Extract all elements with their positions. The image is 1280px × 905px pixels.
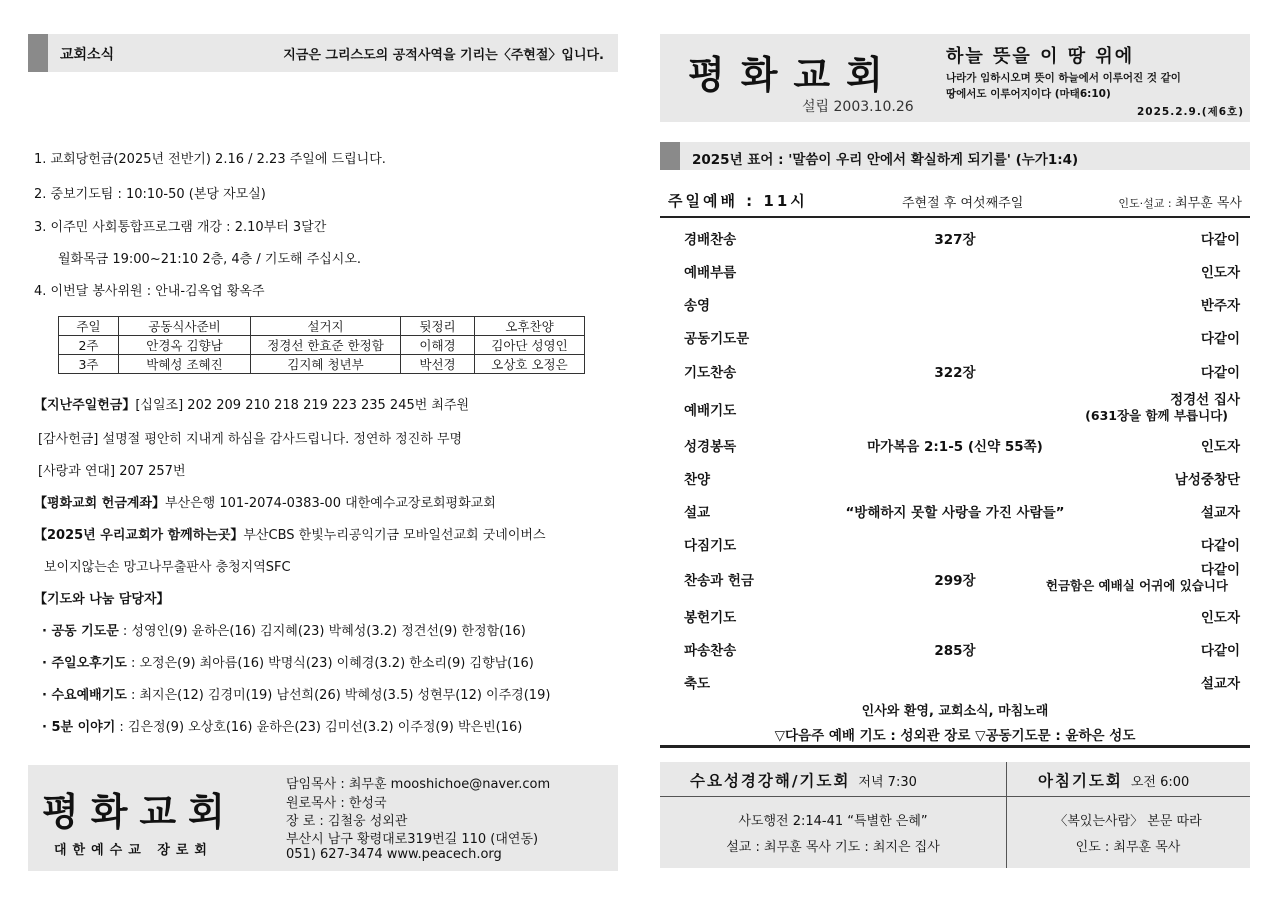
notice-1: 1. 교회당헌금(2025년 전반기) 2.16 / 2.23 주일에 드립니다. <box>34 152 386 167</box>
offering-thanks: [감사헌금] 설명절 평안히 지내게 하심을 감사드립니다. 정연하 정진하 무명 <box>38 432 463 447</box>
offering-line <box>34 394 469 413</box>
closing-text: 인사와 환영, 교회소식, 마침노래 <box>861 704 1049 719</box>
list-item: 예배부름 인도자 <box>684 265 1240 281</box>
notice-4: 4. 이번달 봉사위원 : 안내-김옥업 황옥주 <box>34 284 265 299</box>
list-item: 경배찬송 327장 다같이 <box>684 232 1240 248</box>
table-row <box>59 336 585 355</box>
list-item: 설교 “방해하지 못할 사랑을 가진 사람들” 설교자 <box>684 505 1240 521</box>
issue-date: 2025.2.9.(제6호) <box>1137 106 1244 118</box>
morning-title: 아침기도회 오전 6:00 <box>1038 772 1190 790</box>
table-cell: 오상호 오정은 <box>475 355 585 374</box>
notice-2: 2. 중보기도팀 : 10:10-50 (본당 자모실) <box>34 187 266 202</box>
right-page <box>660 34 1250 874</box>
service-header <box>660 184 1250 218</box>
table-header: 공동식사준비 <box>119 317 251 336</box>
list-item: 봉헌기도 인도자 <box>684 610 1240 626</box>
table-cell: 이해경 <box>401 336 475 355</box>
morning-people: 인도 : 최무훈 목사 <box>1075 840 1181 855</box>
news-title: 교회소식 <box>60 47 115 63</box>
church-name: 평화교회 <box>688 52 899 97</box>
table-row <box>59 355 585 374</box>
footer-church-name: 평화교회 <box>42 789 237 834</box>
table-cell: 정경선 한효준 한정함 <box>251 336 401 355</box>
church-footer <box>28 765 618 871</box>
morning-time: 오전 6:00 <box>1130 775 1190 790</box>
table-cell: 2주 <box>59 336 119 355</box>
morning-text: 〈복있는사람〉 본문 따라 <box>1054 814 1202 829</box>
prayer-line <box>34 588 170 607</box>
service-title: 주일예배 : 11시 <box>668 192 808 210</box>
table-cell: 안경옥 김향남 <box>119 336 251 355</box>
table-header: 설거지 <box>251 317 401 336</box>
list-item: 공동기도문 다같이 <box>684 331 1240 347</box>
table-header: 오후찬양 <box>475 317 585 336</box>
table-cell: 박선경 <box>401 355 475 374</box>
table-cell: 김지혜 청년부 <box>251 355 401 374</box>
list-item: 예배기도 정경선 집사 (631장을 함께 부릅니다) <box>684 392 1240 423</box>
masthead <box>660 34 1250 122</box>
account-line <box>34 492 496 511</box>
year-theme <box>660 142 1250 170</box>
footer-address: 부산시 남구 황령대로319번길 110 (대연동) <box>286 832 539 847</box>
service-leader: 인도·설교 : 최무훈 목사 <box>1118 196 1242 211</box>
table-header: 주일 <box>59 317 119 336</box>
note: (631장을 함께 부릅니다) <box>1085 408 1228 423</box>
wednesday-text: 사도행전 2:14-41 “특별한 은혜” <box>738 814 928 829</box>
wednesday-title: 수요성경강해/기도회 저녁 7:30 <box>690 772 917 790</box>
duty-table <box>58 316 585 374</box>
footer-denomination: 대한예수교 장로회 <box>54 843 213 858</box>
notice-3: 3. 이주민 사회통합프로그램 개강 : 2.10부터 3달간 <box>34 220 327 235</box>
service-season: 주현절 후 여섯째주일 <box>902 196 1024 211</box>
table-header: 뒷정리 <box>401 317 475 336</box>
list-item: 파송찬송 285장 다같이 <box>684 643 1240 659</box>
wednesday-people: 설교 : 최무훈 목사 기도 : 최지은 집사 <box>726 840 940 855</box>
note: 헌금함은 예배실 어귀에 있습니다 <box>1045 578 1228 593</box>
news-header <box>28 34 618 72</box>
table-cell: 김아단 성영인 <box>475 336 585 355</box>
list-item: 송영 반주자 <box>684 298 1240 314</box>
list-item: 찬송과 헌금 299장 다같이 헌금함은 예배실 어귀에 있습니다 <box>684 562 1240 593</box>
divider <box>660 796 1250 797</box>
theme-text: 2025년 표어 : '말씀이 우리 안에서 확실하게 되기를' (누가1:4) <box>692 152 1079 168</box>
list-item: 다짐기도 다같이 <box>684 538 1240 554</box>
weekday-meetings <box>660 762 1250 868</box>
list-item: 기도찬송 322장 다같이 <box>684 365 1240 381</box>
theme-bar <box>660 142 680 170</box>
footer-contact: 051) 627-3474 www.peacech.org <box>286 847 502 862</box>
news-subtitle: 지금은 그리스도의 공적사역을 기리는〈주현절〉입니다. <box>283 48 604 63</box>
offering-label: 【지난주일헌금】 <box>34 398 136 413</box>
offering-love: [사랑과 연대] 207 257번 <box>38 464 186 479</box>
verse-line-1: 나라가 임하시오며 뜻이 하늘에서 이루어진 것 같이 <box>946 72 1181 84</box>
list-item: 성경봉독 마가복음 2:1-5 (신약 55쪽) 인도자 <box>684 439 1240 455</box>
prayer-item: · 공동 기도문 : 성영인(9) 윤하은(16) 김지혜(23) 박혜성(3.2) 정견선(9) 한정함(16) <box>42 624 526 639</box>
verse-line-2: 땅에서도 이루어지이다 (마태6:10) <box>946 88 1111 100</box>
partners-text-2: 보이지않는손 망고나무출판사 충청지역SFC <box>44 560 291 575</box>
partners-label: 【2025년 우리교회가 함께하는곳】 <box>34 528 244 543</box>
notice-3-detail: 월화목금 19:00~21:10 2층, 4층 / 기도해 주십시오. <box>58 252 362 267</box>
partners-text: 부산CBS 한빛누리공익기금 모바일선교회 굿네이버스 <box>243 528 546 543</box>
established-date: 설립 2003.10.26 <box>802 99 914 115</box>
wednesday-time: 저녁 7:30 <box>858 775 917 790</box>
prayer-item: · 수요예배기도 : 최지은(12) 김경미(19) 남선희(26) 박혜성(3.5) 성현무(12) 이주경(19) <box>42 688 551 703</box>
next-week: ▽다음주 예배 기도 : 성외관 장로 ▽공동기도문 : 윤하은 성도 <box>660 722 1250 748</box>
account-label: 【평화교회 헌금계좌】 <box>34 496 165 511</box>
list-item: 찬양 남성중창단 <box>684 472 1240 488</box>
header-bar <box>28 34 48 72</box>
prayer-item: · 주일오후기도 : 오정은(9) 최아름(16) 박명식(23) 이혜경(3.2) 한소리(9) 김향남(16) <box>42 656 534 671</box>
table-cell: 박혜성 조혜진 <box>119 355 251 374</box>
prayer-item: · 5분 이야기 : 김은정(9) 오상호(16) 윤하은(23) 김미선(3.2) 이주정(9) 박은빈(16) <box>42 720 523 735</box>
table-cell: 3주 <box>59 355 119 374</box>
table-header-row <box>59 317 585 336</box>
prayer-label: 【기도와 나눔 담당자】 <box>34 592 170 607</box>
list-item: 축도 설교자 <box>684 676 1240 692</box>
footer-pastor: 담임목사 : 최무훈 mooshichoe@naver.com <box>286 777 551 792</box>
footer-emeritus: 원로목사 : 한성국 <box>286 796 387 811</box>
footer-elder: 장 로 : 김철웅 성외관 <box>286 814 408 829</box>
account-text: 부산은행 101-2074-0383-00 대한예수교장로회평화교회 <box>165 496 496 511</box>
partners-line <box>34 524 546 543</box>
motto: 하늘 뜻을 이 땅 위에 <box>946 46 1135 67</box>
left-page <box>28 34 618 874</box>
offering-tithe: [십일조] 202 209 210 218 219 223 235 245번 최주원 <box>135 398 470 413</box>
